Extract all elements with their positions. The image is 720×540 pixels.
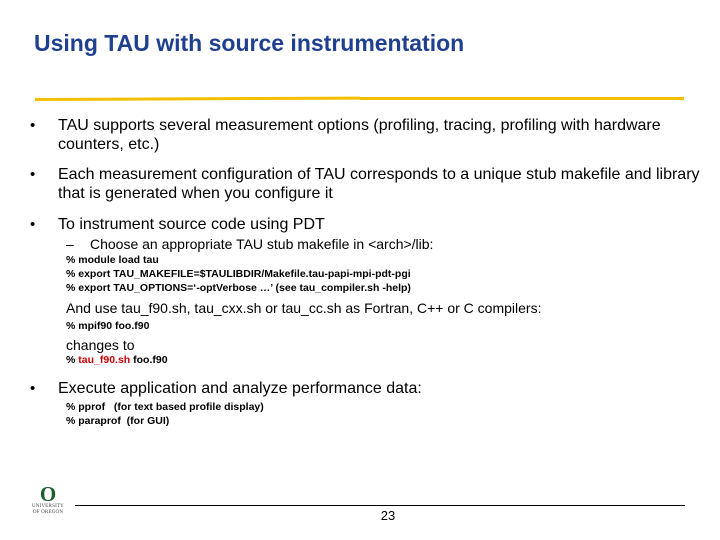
compiler-wrappers-text: And use tau_f90.sh, tau_cxx.sh or tau_cc.sh as Fortran, C++ or C compilers: [66, 300, 542, 316]
university-of-oregon-logo [28, 484, 68, 516]
code-line-paraprof: % paraprof (for GUI) [66, 415, 170, 427]
page-number: 23 [380, 508, 396, 523]
bullet-marker-3: • [30, 216, 36, 233]
code-highlight-tau-f90: tau_f90.sh [78, 354, 131, 366]
bullet-2-text: Each measurement configuration of TAU corresponds to a unique stub makefile and library that is generated when you configure it [58, 166, 700, 202]
bullet-4-text: Execute application and analyze performance data: [58, 380, 422, 397]
code-line-pprof: % pprof (for text based profile display) [66, 401, 264, 413]
code-line-export-makefile: % export TAU_MAKEFILE=$TAULIBDIR/Makefile.tau-papi-mpi-pdt-pgi [66, 268, 411, 280]
bullet-marker-2: • [30, 166, 36, 183]
code-line-mpif90: % mpif90 foo.f90 [66, 320, 150, 332]
code-line-module-load: % module load tau [66, 254, 159, 266]
sub-bullet-dash: – [66, 236, 74, 252]
logo-line-1: UNIVERSITY [32, 504, 64, 509]
bullet-1-text: TAU supports several measurement options (profiling, tracing, profiling with hardware counters, etc.) [58, 117, 661, 153]
logo-line-2: OF OREGON [32, 510, 64, 515]
title-underline-right [360, 97, 684, 100]
title-underline-left [35, 97, 360, 101]
bullet-3-text: To instrument source code using PDT [58, 216, 325, 233]
code-suffix: foo.f90 [130, 354, 168, 366]
changes-to-text: changes to [66, 337, 135, 353]
bullet-marker-4: • [30, 380, 36, 397]
code-line-tau-f90 [66, 354, 168, 367]
footer-divider [75, 505, 685, 506]
slide-title: Using TAU with source instrumentation [34, 30, 465, 56]
code-prefix: % [66, 354, 79, 366]
sub-bullet-text: Choose an appropriate TAU stub makefile in <arch>/lib: [90, 236, 434, 252]
logo-o-mark: O [39, 482, 57, 506]
bullet-marker-1: • [30, 117, 36, 134]
code-line-export-options: % export TAU_OPTIONS=‘-optVerbose …’ (see tau_compiler.sh -help) [66, 282, 411, 294]
